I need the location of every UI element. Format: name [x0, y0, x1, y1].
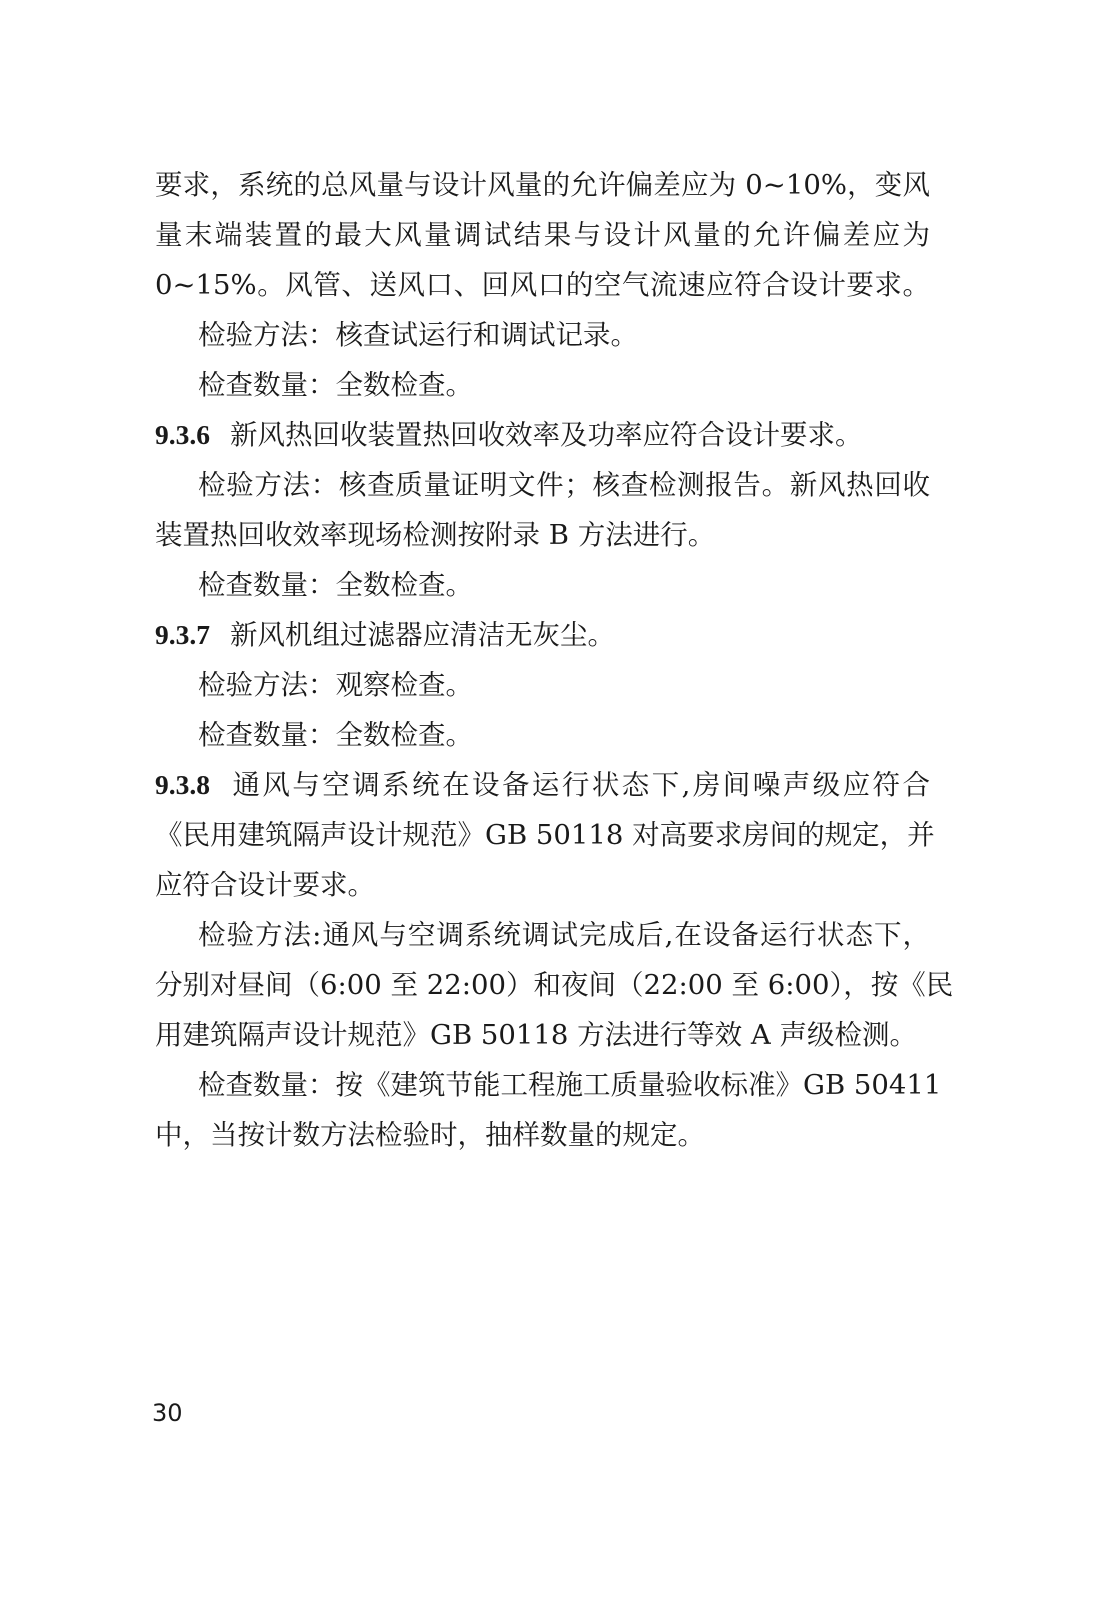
- page-number: 30: [152, 1399, 183, 1427]
- inspection-method-text: 检验方法:通风与空调系统调试完成后,在设备运行状态下，: [198, 919, 930, 951]
- paragraph-line: 用建筑隔声设计规范》GB 50118 方法进行等效 A 声级检测。: [155, 1019, 917, 1051]
- paragraph-line: 分别对昼间（6:00 至 22:00）和夜间（22:00 至 6:00），按《民: [155, 969, 954, 1001]
- inspection-quantity-text: 检查数量：全数检查。: [198, 719, 473, 751]
- paragraph-line: 0~15%。风管、送风口、回风口的空气流速应符合设计要求。: [155, 269, 930, 301]
- paragraph-line: 中，当按计数方法检验时，抽样数量的规定。: [155, 1119, 705, 1151]
- clause-number: 9.3.7: [155, 619, 210, 650]
- paragraph-line: 应符合设计要求。: [155, 869, 375, 901]
- inspection-quantity-text: 检查数量：按《建筑节能工程施工质量验收标准》GB 50411: [198, 1069, 942, 1101]
- inspection-method-text: 检验方法：核查试运行和调试记录。: [198, 319, 638, 351]
- inspection-quantity-text: 检查数量：全数检查。: [198, 569, 473, 601]
- inspection-quantity-text: 检查数量：全数检查。: [198, 369, 473, 401]
- paragraph-line: 《民用建筑隔声设计规范》GB 50118 对高要求房间的规定，并: [155, 819, 935, 851]
- clause-9-3-7: [155, 618, 930, 652]
- paragraph-line: 量末端装置的最大风量调试结果与设计风量的允许偏差应为: [155, 219, 930, 251]
- clause-number: 9.3.6: [155, 419, 210, 450]
- clause-text: 新风热回收装置热回收效率及功率应符合设计要求。: [230, 419, 863, 451]
- clause-number: 9.3.8: [155, 769, 210, 800]
- clause-text: 新风机组过滤器应清洁无灰尘。: [230, 619, 615, 651]
- clause-text: 通风与空调系统在设备运行状态下,房间噪声级应符合: [230, 769, 930, 801]
- paragraph-line: 装置热回收效率现场检测按附录 B 方法进行。: [155, 519, 716, 551]
- inspection-method-text: 检验方法：核查质量证明文件；核查检测报告。新风热回收: [198, 469, 930, 501]
- inspection-method-text: 检验方法：观察检查。: [198, 669, 473, 701]
- clause-9-3-8: [155, 768, 930, 802]
- clause-9-3-6: [155, 418, 930, 452]
- paragraph-line: 要求，系统的总风量与设计风量的允许偏差应为 0~10%，变风: [155, 169, 930, 201]
